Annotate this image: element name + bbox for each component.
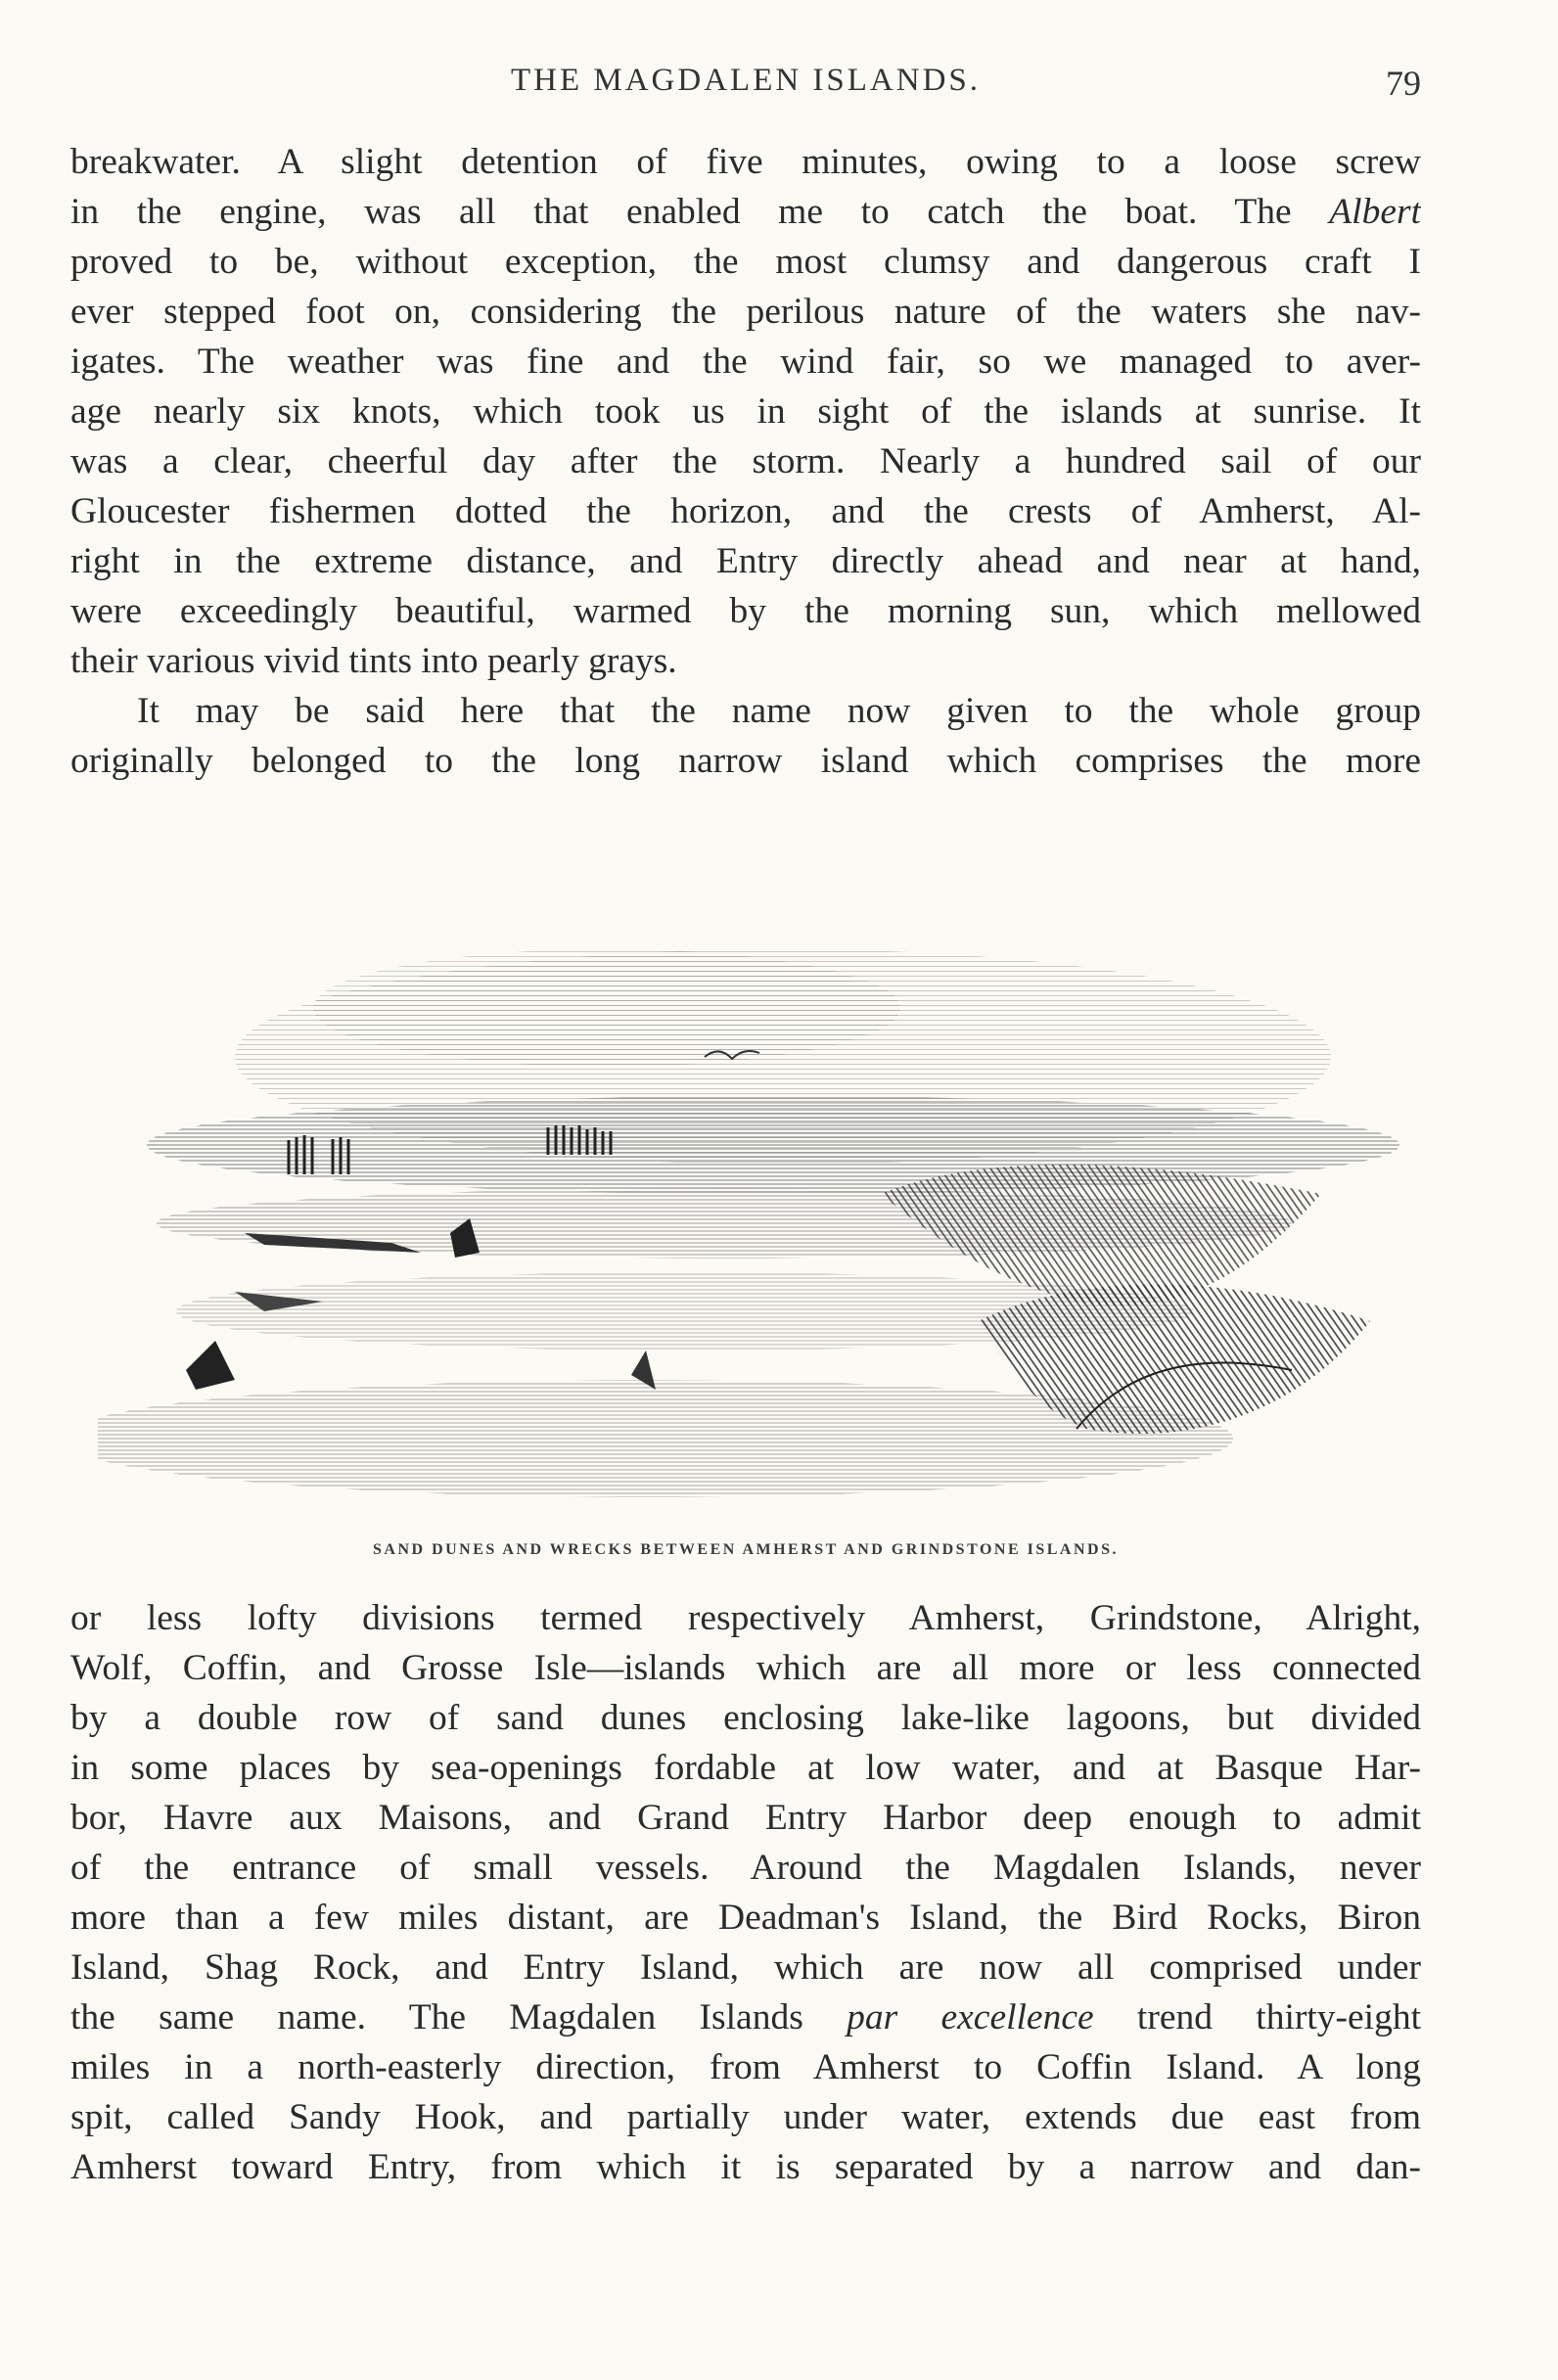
text-line: miles in a north-easterly direction, from Amherst to Coffin Island. A long bbox=[70, 2047, 1421, 2087]
text-line: Amherst toward Entry, from which it is separated by a narrow and dan- bbox=[70, 2147, 1421, 2187]
text-line: were exceedingly beautiful, warmed by the morning sun, which mellowed bbox=[70, 591, 1421, 631]
text-line: was a clear, cheerful day after the storm. Nearly a hundred sail of our bbox=[70, 441, 1421, 481]
text-line: in the engine, was all that enabled me to catch the boat. The Albert bbox=[70, 192, 1421, 232]
text-line: Gloucester fishermen dotted the horizon, and the crests of Amherst, Al- bbox=[70, 491, 1421, 531]
text-line: igates. The weather was fine and the wind fair, so we managed to aver- bbox=[70, 342, 1421, 382]
page-number: 79 bbox=[1386, 64, 1421, 103]
text-line: originally belonged to the long narrow island which comprises the more bbox=[70, 741, 1421, 781]
text-line: age nearly six knots, which took us in sight of the islands at sunrise. It bbox=[70, 391, 1421, 432]
text-line: bor, Havre aux Maisons, and Grand Entry Harbor deep enough to admit bbox=[70, 1798, 1421, 1838]
italic-phrase: par excellence bbox=[847, 1997, 1094, 2037]
text-line: right in the extreme distance, and Entry directly ahead and near at hand, bbox=[70, 541, 1421, 581]
text-line: in some places by sea-openings fordable at low water, and at Basque Har- bbox=[70, 1748, 1421, 1788]
text-line: proved to be, without exception, the most clumsy and dangerous craft I bbox=[70, 242, 1421, 282]
text-line: by a double row of sand dunes enclosing lake-like lagoons, but divided bbox=[70, 1698, 1421, 1738]
text-line: of the entrance of small vessels. Around the Magdalen Islands, never bbox=[70, 1848, 1421, 1888]
text-line: It may be said here that the name now given to the whole group bbox=[137, 691, 1421, 731]
text-line: the same name. The Magdalen Islands par excellence trend thirty-eight bbox=[70, 1997, 1421, 2037]
engraving-sand-dunes-wrecks bbox=[98, 861, 1448, 1527]
text-block-top bbox=[70, 137, 1421, 786]
text-line: more than a few miles distant, are Deadman's Island, the Bird Rocks, Biron bbox=[70, 1898, 1421, 1938]
text-line: or less lofty divisions termed respectively Amherst, Grindstone, Alright, bbox=[70, 1598, 1421, 1638]
wreck-debris bbox=[186, 1341, 235, 1390]
text-line: ever stepped foot on, considering the perilous nature of the waters she nav- bbox=[70, 292, 1421, 332]
text-line: their various vivid tints into pearly grays. bbox=[70, 641, 677, 681]
italic-ship-name: Albert bbox=[1329, 192, 1421, 232]
running-head bbox=[70, 63, 1421, 112]
sky-cloud bbox=[313, 949, 900, 1067]
running-title: THE MAGDALEN ISLANDS. bbox=[510, 63, 982, 98]
text-line: Wolf, Coffin, and Grosse Isle—islands which are all more or less connected bbox=[70, 1648, 1421, 1688]
text-line: spit, called Sandy Hook, and partially under water, extends due east from bbox=[70, 2097, 1421, 2137]
text-block-bottom bbox=[70, 1593, 1421, 2192]
text-line: breakwater. A slight detention of five minutes, owing to a loose screw bbox=[70, 142, 1421, 182]
text-line: Island, Shag Rock, and Entry Island, which are now all comprised under bbox=[70, 1947, 1421, 1988]
illustration-caption: SAND DUNES AND WRECKS BETWEEN AMHERST AND GRINDSTONE ISLANDS. bbox=[373, 1541, 1119, 1558]
